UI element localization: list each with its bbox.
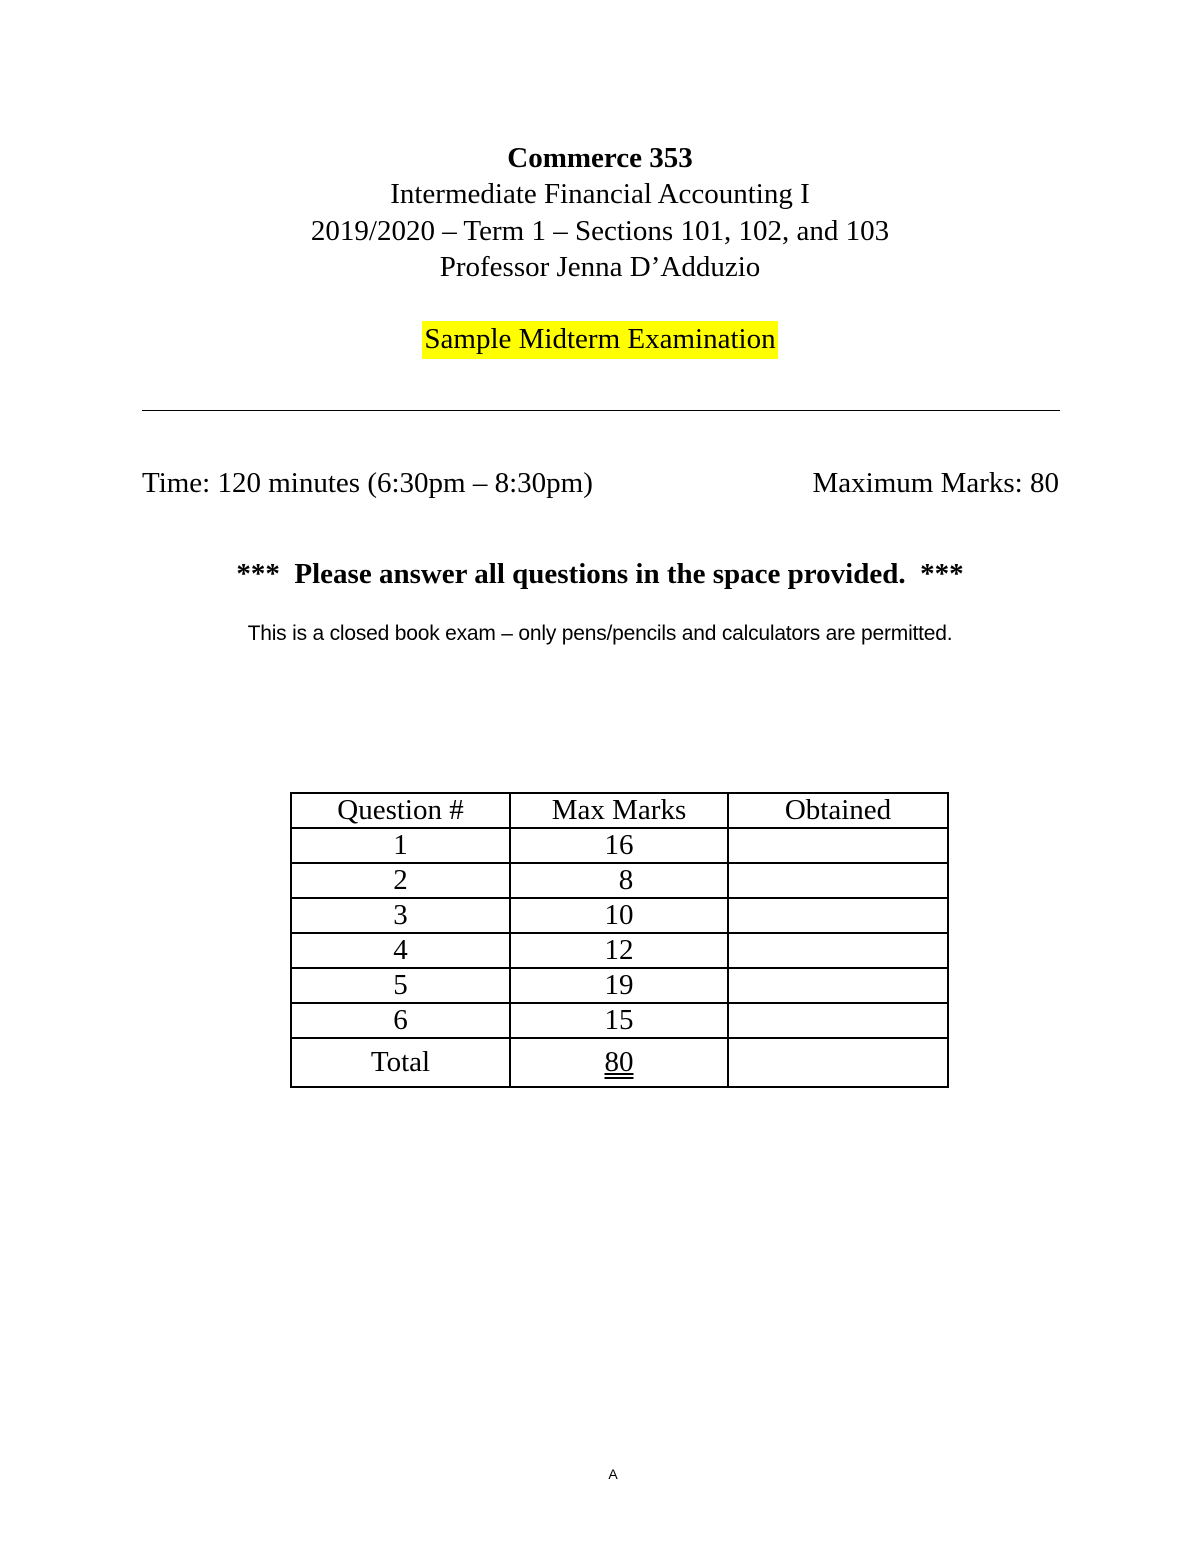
obtained-cell bbox=[728, 968, 948, 1003]
header-obtained: Obtained bbox=[728, 793, 948, 828]
table-row bbox=[291, 933, 948, 968]
term-sections: 2019/2020 – Term 1 – Sections 101, 102, and 103 bbox=[310, 215, 890, 247]
max-marks-cell: 19 bbox=[510, 968, 728, 1003]
obtained-cell bbox=[728, 1003, 948, 1038]
max-marks-cell: 10 bbox=[510, 898, 728, 933]
question-number: 6 bbox=[291, 1003, 510, 1038]
question-number: 4 bbox=[291, 933, 510, 968]
marks-table bbox=[290, 792, 949, 1088]
obtained-cell bbox=[728, 898, 948, 933]
page-label: A bbox=[608, 1466, 618, 1482]
obtained-cell bbox=[728, 863, 948, 898]
total-label: Total bbox=[291, 1038, 510, 1087]
obtained-cell bbox=[728, 933, 948, 968]
horizontal-divider bbox=[142, 410, 1060, 411]
max-marks-cell: 8 bbox=[510, 863, 728, 898]
table-row bbox=[291, 1003, 948, 1038]
obtained-cell bbox=[728, 828, 948, 863]
header-question: Question # bbox=[291, 793, 510, 828]
question-number: 3 bbox=[291, 898, 510, 933]
table-row bbox=[291, 863, 948, 898]
course-code: Commerce 353 bbox=[507, 142, 693, 174]
course-name: Intermediate Financial Accounting I bbox=[390, 178, 810, 210]
question-number: 5 bbox=[291, 968, 510, 1003]
total-max-marks-cell bbox=[510, 1038, 728, 1087]
instruction-line bbox=[0, 558, 1200, 591]
table-header-row bbox=[291, 793, 948, 828]
exam-time: Time: 120 minutes (6:30pm – 8:30pm) bbox=[142, 467, 593, 499]
table-row bbox=[291, 898, 948, 933]
max-marks-cell: 15 bbox=[510, 1003, 728, 1038]
question-number: 2 bbox=[291, 863, 510, 898]
exam-title-container bbox=[0, 323, 1200, 356]
table-row bbox=[291, 828, 948, 863]
maximum-marks: Maximum Marks: 80 bbox=[812, 467, 1059, 499]
question-number: 1 bbox=[291, 828, 510, 863]
closed-book-note: This is a closed book exam – only pens/pencils and calculators are permitted. bbox=[247, 622, 953, 645]
max-marks-cell: 16 bbox=[510, 828, 728, 863]
total-row bbox=[291, 1038, 948, 1087]
total-max-marks: 80 bbox=[604, 1046, 634, 1078]
total-obtained-cell bbox=[728, 1038, 948, 1087]
professor-name: Professor Jenna D’Adduzio bbox=[439, 251, 761, 283]
stars-right: *** bbox=[920, 558, 964, 590]
instruction-text: Please answer all questions in the space provided. bbox=[294, 558, 906, 590]
header-max-marks: Max Marks bbox=[510, 793, 728, 828]
table-row bbox=[291, 968, 948, 1003]
stars-left: *** bbox=[236, 558, 280, 590]
max-marks-cell: 12 bbox=[510, 933, 728, 968]
exam-title: Sample Midterm Examination bbox=[422, 321, 777, 359]
